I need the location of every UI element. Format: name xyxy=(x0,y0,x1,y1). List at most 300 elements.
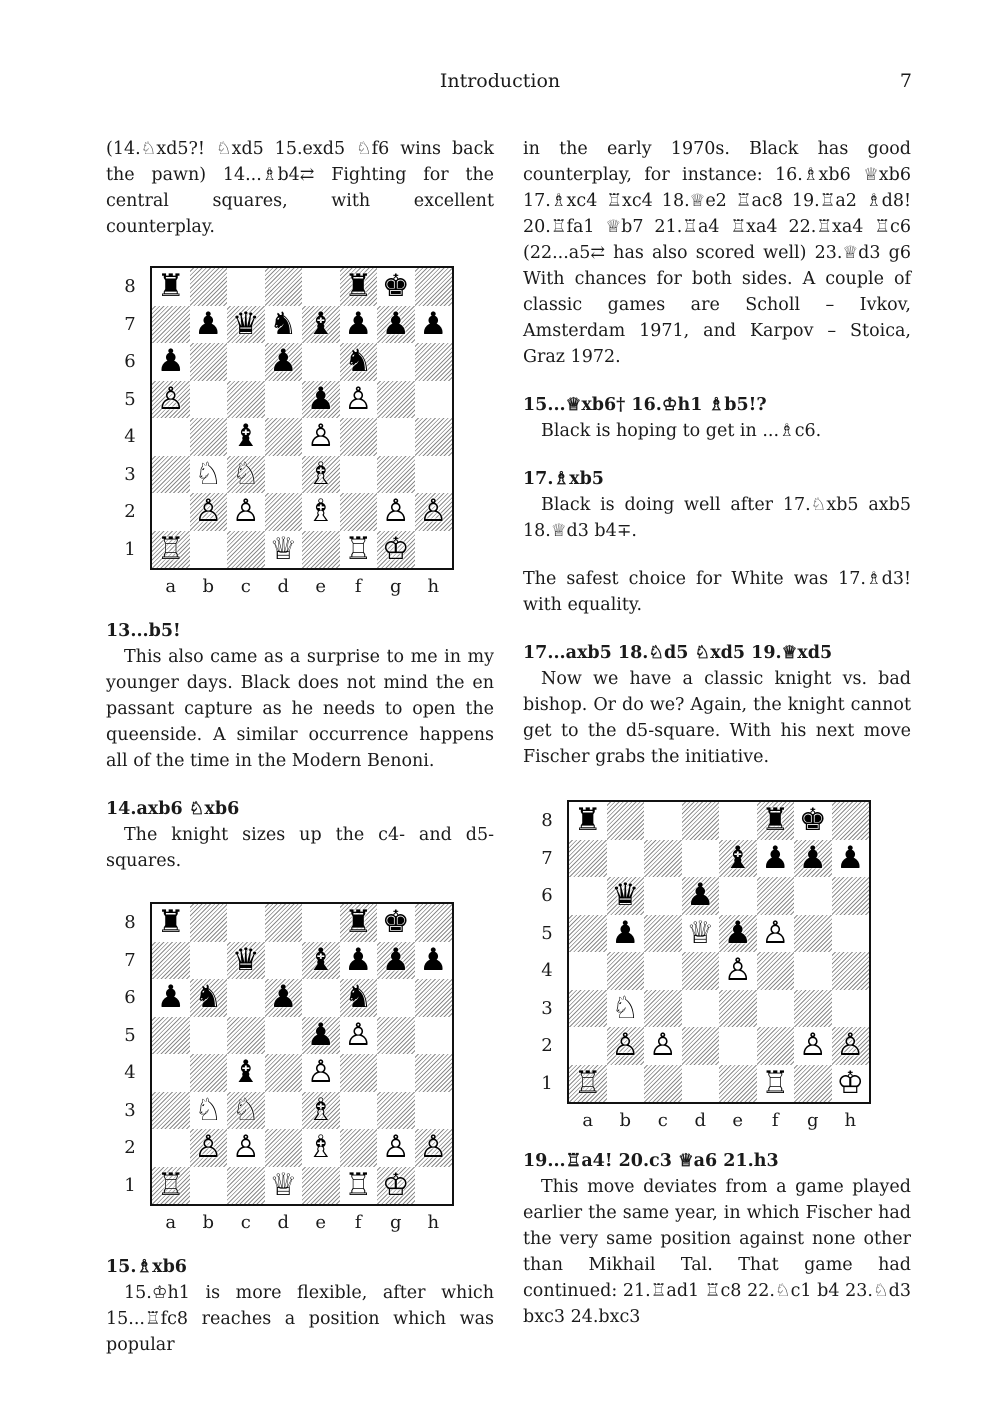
chess-piece-icon: ♟ xyxy=(269,979,298,1016)
board-square xyxy=(227,306,265,344)
board-square xyxy=(152,381,190,419)
file-label: c xyxy=(240,1212,251,1233)
board-square xyxy=(607,802,645,840)
chess-piece-icon: ♝ xyxy=(723,839,752,876)
chess-piece-icon: ♟ xyxy=(686,877,715,914)
chess-piece-icon: ♛ xyxy=(611,877,640,914)
chess-piece-icon: ♙ xyxy=(381,1129,410,1166)
board-square xyxy=(415,343,453,381)
board-square xyxy=(190,904,228,942)
board-square xyxy=(190,418,228,456)
board-square xyxy=(794,915,832,953)
board-square xyxy=(377,306,415,344)
board-square xyxy=(415,904,453,942)
file-label: e xyxy=(732,1110,744,1131)
chess-piece-icon: ♙ xyxy=(419,493,448,530)
chess-piece-icon: ♞ xyxy=(344,979,373,1016)
board-square xyxy=(190,381,228,419)
paragraph: (14.♘xd5?! ♘xd5 15.exd5 ♘f6 wins back the pawn) 14...♗b4⇄ Fighting for the central squares, with excellent counterplay. xyxy=(106,139,494,237)
board-square xyxy=(302,904,340,942)
board-square xyxy=(757,877,795,915)
board-square xyxy=(415,1129,453,1167)
chess-piece-icon: ♟ xyxy=(723,914,752,951)
board-square xyxy=(265,904,303,942)
board-square xyxy=(190,456,228,494)
board-square xyxy=(757,952,795,990)
board-square xyxy=(377,979,415,1017)
file-label: e xyxy=(315,576,327,597)
move-heading: 14.axb6 ♘xb6 xyxy=(106,799,240,819)
chess-piece-icon: ♘ xyxy=(194,455,223,492)
board-square xyxy=(377,456,415,494)
board-square xyxy=(227,1017,265,1055)
board-square xyxy=(302,1167,340,1205)
rank-label: 4 xyxy=(541,960,553,981)
file-label: d xyxy=(277,1212,290,1233)
chess-piece-icon: ♙ xyxy=(611,1027,640,1064)
board-square xyxy=(340,531,378,569)
chess-piece-icon: ♚ xyxy=(798,802,827,839)
board-square xyxy=(265,979,303,1017)
paragraph: The safest choice for White was 17.♗d3! with equality. xyxy=(523,569,911,615)
chess-piece-icon: ♔ xyxy=(381,1166,410,1203)
chess-piece-icon: ♙ xyxy=(723,952,752,989)
file-label: h xyxy=(427,576,440,597)
board-square xyxy=(644,1065,682,1103)
chess-piece-icon: ♞ xyxy=(194,979,223,1016)
board-square xyxy=(719,1065,757,1103)
rank-label: 6 xyxy=(541,885,553,906)
board-square xyxy=(152,531,190,569)
move-heading: 17.♗xb5 xyxy=(523,469,604,489)
chess-piece-icon: ♞ xyxy=(344,343,373,380)
board-square xyxy=(227,942,265,980)
board-square xyxy=(607,915,645,953)
board-square xyxy=(190,343,228,381)
rank-labels xyxy=(118,268,142,568)
board-square xyxy=(340,1092,378,1130)
board-square xyxy=(190,1167,228,1205)
board-square xyxy=(152,268,190,306)
board-square xyxy=(607,840,645,878)
chess-piece-icon: ♙ xyxy=(344,380,373,417)
board-square xyxy=(190,1054,228,1092)
rank-label: 5 xyxy=(124,388,136,410)
board-square xyxy=(265,343,303,381)
board-square xyxy=(265,381,303,419)
rank-label: 3 xyxy=(124,463,136,485)
chess-piece-icon: ♟ xyxy=(381,941,410,978)
file-labels xyxy=(569,1108,869,1134)
rank-label: 7 xyxy=(124,313,136,335)
board-square xyxy=(757,1065,795,1103)
board-square xyxy=(377,904,415,942)
board-square xyxy=(340,1017,378,1055)
chess-piece-icon: ♙ xyxy=(798,1027,827,1064)
board-square xyxy=(227,1167,265,1205)
rank-label: 8 xyxy=(124,276,136,297)
chess-diagram xyxy=(118,902,448,1236)
chess-piece-icon: ♟ xyxy=(156,979,185,1016)
board-square xyxy=(340,1054,378,1092)
board-square xyxy=(377,1017,415,1055)
board-square xyxy=(265,493,303,531)
chess-piece-icon: ♖ xyxy=(156,530,185,567)
rank-labels xyxy=(118,904,142,1204)
right-column xyxy=(523,136,911,1330)
rank-label: 6 xyxy=(124,351,136,372)
chess-piece-icon: ♟ xyxy=(611,914,640,951)
file-label: b xyxy=(202,1212,215,1233)
board-square xyxy=(415,418,453,456)
chess-piece-icon: ♔ xyxy=(836,1064,865,1101)
board-square xyxy=(569,802,607,840)
chess-piece-icon: ♝ xyxy=(306,941,335,978)
rank-label: 5 xyxy=(124,1024,136,1046)
board-square xyxy=(757,915,795,953)
board-square xyxy=(757,990,795,1028)
board-square xyxy=(682,840,720,878)
paragraph: Now we have a classic knight vs. bad bishop. Or do we? Again, the knight cannot get to the d5-square. With his next move Fischer grabs the initiative. xyxy=(523,669,911,767)
chess-piece-icon: ♝ xyxy=(306,305,335,342)
board-square xyxy=(719,990,757,1028)
board-square xyxy=(607,877,645,915)
board-square xyxy=(302,979,340,1017)
board-square xyxy=(377,1054,415,1092)
board-square xyxy=(302,381,340,419)
board-square xyxy=(265,418,303,456)
board-square xyxy=(340,979,378,1017)
file-labels xyxy=(152,1210,452,1236)
board-square xyxy=(832,1065,870,1103)
board-square xyxy=(832,990,870,1028)
chess-piece-icon: ♙ xyxy=(194,493,223,530)
board-square xyxy=(415,942,453,980)
chess-piece-icon: ♟ xyxy=(419,941,448,978)
board-square xyxy=(190,531,228,569)
board-square xyxy=(415,268,453,306)
file-label: d xyxy=(277,576,290,597)
board-square xyxy=(377,381,415,419)
chess-piece-icon: ♘ xyxy=(194,1091,223,1128)
chess-piece-icon: ♞ xyxy=(269,305,298,342)
rank-label: 1 xyxy=(541,1072,553,1094)
chess-piece-icon: ♟ xyxy=(306,1016,335,1053)
chess-piece-icon: ♟ xyxy=(761,839,790,876)
board-square xyxy=(340,306,378,344)
board-square xyxy=(377,493,415,531)
board-square xyxy=(377,942,415,980)
chess-piece-icon: ♜ xyxy=(156,268,185,305)
board-square xyxy=(794,990,832,1028)
board-square xyxy=(794,840,832,878)
board-square xyxy=(794,1065,832,1103)
board-square xyxy=(302,456,340,494)
chess-piece-icon: ♗ xyxy=(306,455,335,492)
board-square xyxy=(265,268,303,306)
board-square xyxy=(682,990,720,1028)
chess-piece-icon: ♖ xyxy=(761,1064,790,1101)
file-label: g xyxy=(806,1110,819,1131)
board-square xyxy=(265,942,303,980)
file-labels xyxy=(152,574,452,600)
rank-label: 8 xyxy=(541,810,553,831)
board-square xyxy=(415,381,453,419)
board-square xyxy=(190,1017,228,1055)
board-square xyxy=(340,456,378,494)
chess-piece-icon: ♙ xyxy=(156,380,185,417)
paragraph: The knight sizes up the c4- and d5-squares. xyxy=(106,825,494,871)
board-square xyxy=(644,952,682,990)
rank-label: 7 xyxy=(124,949,136,971)
file-label: f xyxy=(354,1212,362,1233)
chess-piece-icon: ♛ xyxy=(231,941,260,978)
rank-label: 1 xyxy=(124,1174,136,1196)
board-square xyxy=(415,456,453,494)
board-square xyxy=(340,493,378,531)
rank-label: 3 xyxy=(124,1099,136,1121)
board-square xyxy=(415,979,453,1017)
move-heading: 13...b5! xyxy=(106,621,181,641)
board-square xyxy=(644,990,682,1028)
board-square xyxy=(682,877,720,915)
move-heading: 15.♗xb6 xyxy=(106,1257,187,1277)
paragraph: This move deviates from a game played earlier the same year, in which Fischer had the very same position against none other than Mikhail Tal. That game had continued: 21.♖ad1 ♖c8 22.♘c1 b4 23.♘d3 bxc3 24.bxc3 xyxy=(523,1177,911,1327)
board-square xyxy=(794,802,832,840)
board-square xyxy=(152,418,190,456)
board-grid xyxy=(152,904,452,1204)
chess-piece-icon: ♗ xyxy=(306,493,335,530)
board-square xyxy=(644,840,682,878)
left-column xyxy=(106,136,494,1358)
board-square xyxy=(415,1167,453,1205)
board-square xyxy=(377,531,415,569)
board-square xyxy=(719,915,757,953)
board-square xyxy=(682,915,720,953)
board-square xyxy=(607,952,645,990)
board-square xyxy=(190,493,228,531)
board-square xyxy=(832,802,870,840)
board-square xyxy=(794,952,832,990)
board-square xyxy=(265,1167,303,1205)
board-grid xyxy=(152,268,452,568)
board-square xyxy=(152,1054,190,1092)
board-square xyxy=(415,493,453,531)
rank-label: 3 xyxy=(541,997,553,1019)
chess-piece-icon: ♗ xyxy=(306,1129,335,1166)
rank-label: 6 xyxy=(124,987,136,1008)
board-square xyxy=(719,952,757,990)
board-square xyxy=(227,268,265,306)
file-label: d xyxy=(694,1110,707,1131)
board-square xyxy=(644,1027,682,1065)
board-square xyxy=(302,1054,340,1092)
board-square xyxy=(227,1129,265,1167)
board-square xyxy=(302,1129,340,1167)
board-square xyxy=(377,1092,415,1130)
board-square xyxy=(302,1092,340,1130)
board-square xyxy=(227,904,265,942)
chess-piece-icon: ♗ xyxy=(306,1091,335,1128)
chess-piece-icon: ♖ xyxy=(344,530,373,567)
board-square xyxy=(794,877,832,915)
chess-piece-icon: ♟ xyxy=(194,305,223,342)
board-square xyxy=(340,942,378,980)
board-square xyxy=(682,802,720,840)
chess-piece-icon: ♟ xyxy=(156,343,185,380)
board-square xyxy=(415,1092,453,1130)
chess-piece-icon: ♟ xyxy=(344,305,373,342)
board-square xyxy=(569,1065,607,1103)
board-square xyxy=(719,802,757,840)
file-label: a xyxy=(582,1110,594,1131)
board-square xyxy=(569,915,607,953)
file-label: h xyxy=(844,1110,857,1131)
chess-piece-icon: ♘ xyxy=(231,455,260,492)
chess-board xyxy=(567,800,871,1104)
chess-piece-icon: ♙ xyxy=(344,1016,373,1053)
board-square xyxy=(340,418,378,456)
chess-piece-icon: ♜ xyxy=(761,802,790,839)
board-square xyxy=(227,381,265,419)
board-square xyxy=(682,1065,720,1103)
board-square xyxy=(569,1027,607,1065)
chess-piece-icon: ♛ xyxy=(231,305,260,342)
chess-diagram xyxy=(535,800,865,1134)
board-square xyxy=(302,306,340,344)
board-square xyxy=(719,1027,757,1065)
chess-piece-icon: ♙ xyxy=(419,1129,448,1166)
board-square xyxy=(569,877,607,915)
chess-piece-icon: ♖ xyxy=(344,1166,373,1203)
board-square xyxy=(377,1129,415,1167)
file-label: h xyxy=(427,1212,440,1233)
board-square xyxy=(415,306,453,344)
chess-piece-icon: ♕ xyxy=(269,1166,298,1203)
board-square xyxy=(152,942,190,980)
chess-piece-icon: ♙ xyxy=(306,1054,335,1091)
board-square xyxy=(190,268,228,306)
file-label: b xyxy=(619,1110,632,1131)
chess-piece-icon: ♖ xyxy=(573,1064,602,1101)
board-square xyxy=(152,456,190,494)
board-square xyxy=(832,877,870,915)
board-square xyxy=(152,1092,190,1130)
board-square xyxy=(377,1167,415,1205)
board-square xyxy=(415,531,453,569)
board-square xyxy=(190,306,228,344)
chess-piece-icon: ♙ xyxy=(836,1027,865,1064)
board-square xyxy=(265,1129,303,1167)
chess-piece-icon: ♔ xyxy=(381,530,410,567)
board-square xyxy=(302,531,340,569)
board-square xyxy=(719,877,757,915)
board-square xyxy=(415,1017,453,1055)
board-square xyxy=(265,1054,303,1092)
chess-piece-icon: ♚ xyxy=(381,904,410,941)
rank-label: 7 xyxy=(541,847,553,869)
board-square xyxy=(340,1129,378,1167)
file-label: b xyxy=(202,576,215,597)
board-square xyxy=(302,343,340,381)
rank-label: 4 xyxy=(124,1062,136,1083)
file-label: a xyxy=(165,576,177,597)
file-label: g xyxy=(389,1212,402,1233)
board-square xyxy=(190,942,228,980)
board-square xyxy=(682,952,720,990)
rank-label: 5 xyxy=(541,922,553,944)
file-label: c xyxy=(657,1110,668,1131)
chess-piece-icon: ♟ xyxy=(344,941,373,978)
board-square xyxy=(832,840,870,878)
board-square xyxy=(152,1017,190,1055)
rank-label: 2 xyxy=(124,501,136,522)
board-square xyxy=(227,418,265,456)
rank-label: 2 xyxy=(541,1035,553,1056)
board-square xyxy=(227,343,265,381)
chess-piece-icon: ♟ xyxy=(269,343,298,380)
chess-piece-icon: ♙ xyxy=(231,493,260,530)
chess-piece-icon: ♙ xyxy=(194,1129,223,1166)
chess-board xyxy=(150,902,454,1206)
board-square xyxy=(265,306,303,344)
paragraph: in the early 1970s. Black has good counterplay, for instance: 16.♗xb6 ♕xb6 17.♗xc4 ♖xc4 18.♕e2 ♖ac8 19.♖a2 ♗d8! 20.♖fa1 ♕b7 21.♖a4 ♖xa4 22.♖xa4 ♖c6 (22...a5⇄ has also scored well) 23.♕d3 g6 With chances for both sides. A couple of classic games are Scholl – Ivkov, Amsterdam 1971, and Karpov – Stoica, Graz 1972. xyxy=(523,139,911,367)
board-square xyxy=(227,1092,265,1130)
board-square xyxy=(682,1027,720,1065)
board-square xyxy=(377,268,415,306)
board-square xyxy=(227,1054,265,1092)
rank-label: 4 xyxy=(124,426,136,447)
board-square xyxy=(152,306,190,344)
board-square xyxy=(227,531,265,569)
board-square xyxy=(569,990,607,1028)
page-title: Introduction xyxy=(439,70,561,92)
chess-piece-icon: ♙ xyxy=(306,418,335,455)
chess-piece-icon: ♘ xyxy=(231,1091,260,1128)
board-square xyxy=(152,1129,190,1167)
move-heading: 19...♖a4! 20.c3 ♕a6 21.h3 xyxy=(523,1151,779,1171)
board-square xyxy=(377,343,415,381)
chess-piece-icon: ♚ xyxy=(381,268,410,305)
board-square xyxy=(377,418,415,456)
chess-piece-icon: ♟ xyxy=(419,305,448,342)
board-square xyxy=(757,802,795,840)
board-square xyxy=(340,381,378,419)
file-label: f xyxy=(354,576,362,597)
board-square xyxy=(302,942,340,980)
board-square xyxy=(644,915,682,953)
board-square xyxy=(302,1017,340,1055)
board-square xyxy=(152,343,190,381)
chess-piece-icon: ♙ xyxy=(381,493,410,530)
chess-piece-icon: ♝ xyxy=(231,418,260,455)
board-square xyxy=(265,1092,303,1130)
chess-piece-icon: ♜ xyxy=(344,268,373,305)
chess-piece-icon: ♟ xyxy=(381,305,410,342)
chess-piece-icon: ♜ xyxy=(156,904,185,941)
board-square xyxy=(569,952,607,990)
chess-piece-icon: ♟ xyxy=(836,839,865,876)
board-square xyxy=(302,493,340,531)
board-grid xyxy=(569,802,869,1102)
board-square xyxy=(340,343,378,381)
page-number: 7 xyxy=(899,70,912,92)
board-square xyxy=(152,1167,190,1205)
rank-label: 2 xyxy=(124,1137,136,1158)
board-square xyxy=(644,877,682,915)
board-square xyxy=(227,456,265,494)
board-square xyxy=(265,456,303,494)
